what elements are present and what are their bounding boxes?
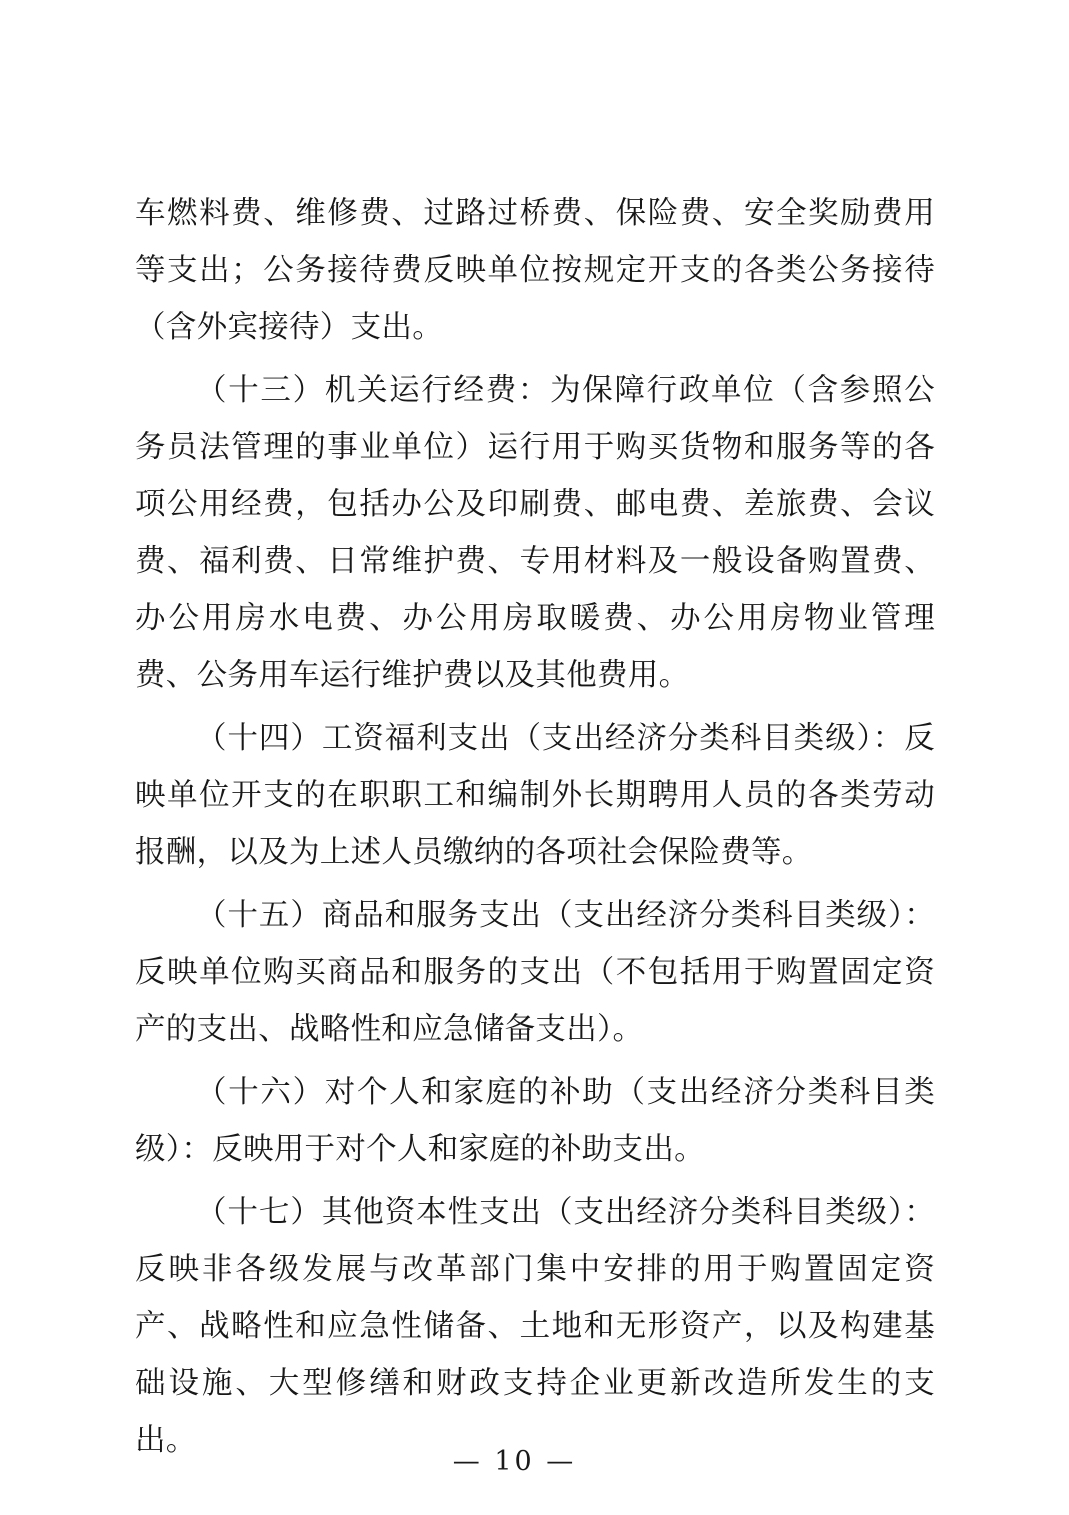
document-body	[135, 185, 935, 1469]
paragraph-item-16: （十六）对个人和家庭的补助（支出经济分类科目类级）：反映用于对个人和家庭的补助支出。	[135, 1075, 935, 1167]
paragraph-continuation: 车燃料费、维修费、过路过桥费、保险费、安全奖励费用等支出；公务接待费反映单位按规定开支的各类公务接待（含外宾接待）支出。	[135, 196, 935, 345]
page-number: — 10 —	[452, 1446, 577, 1477]
paragraph-item-13: （十三）机关运行经费：为保障行政单位（含参照公务员法管理的事业单位）运行用于购买货物和服务等的各项公用经费，包括办公及印刷费、邮电费、差旅费、会议费、福利费、日常维护费、专用材料及一般设备购置费、办公用房水电费、办公用房取暖费、办公用房物业管理费、公务用车运行维护费以及其他费用。	[135, 373, 935, 693]
page-footer	[0, 1446, 1069, 1477]
paragraph-item-17: （十七）其他资本性支出（支出经济分类科目类级）：反映非各级发展与改革部门集中安排的用于购置固定资产、战略性和应急性储备、土地和无形资产，以及构建基础设施、大型修缮和财政支持企业更新改造所发生的支出。	[135, 1195, 935, 1458]
paragraph-item-15: （十五）商品和服务支出（支出经济分类科目类级）：反映单位购买商品和服务的支出（不包括用于购置固定资产的支出、战略性和应急储备支出）。	[135, 898, 935, 1047]
paragraph-item-14: （十四）工资福利支出（支出经济分类科目类级）：反映单位开支的在职职工和编制外长期聘用人员的各类劳动报酬，以及为上述人员缴纳的各项社会保险费等。	[135, 721, 935, 870]
